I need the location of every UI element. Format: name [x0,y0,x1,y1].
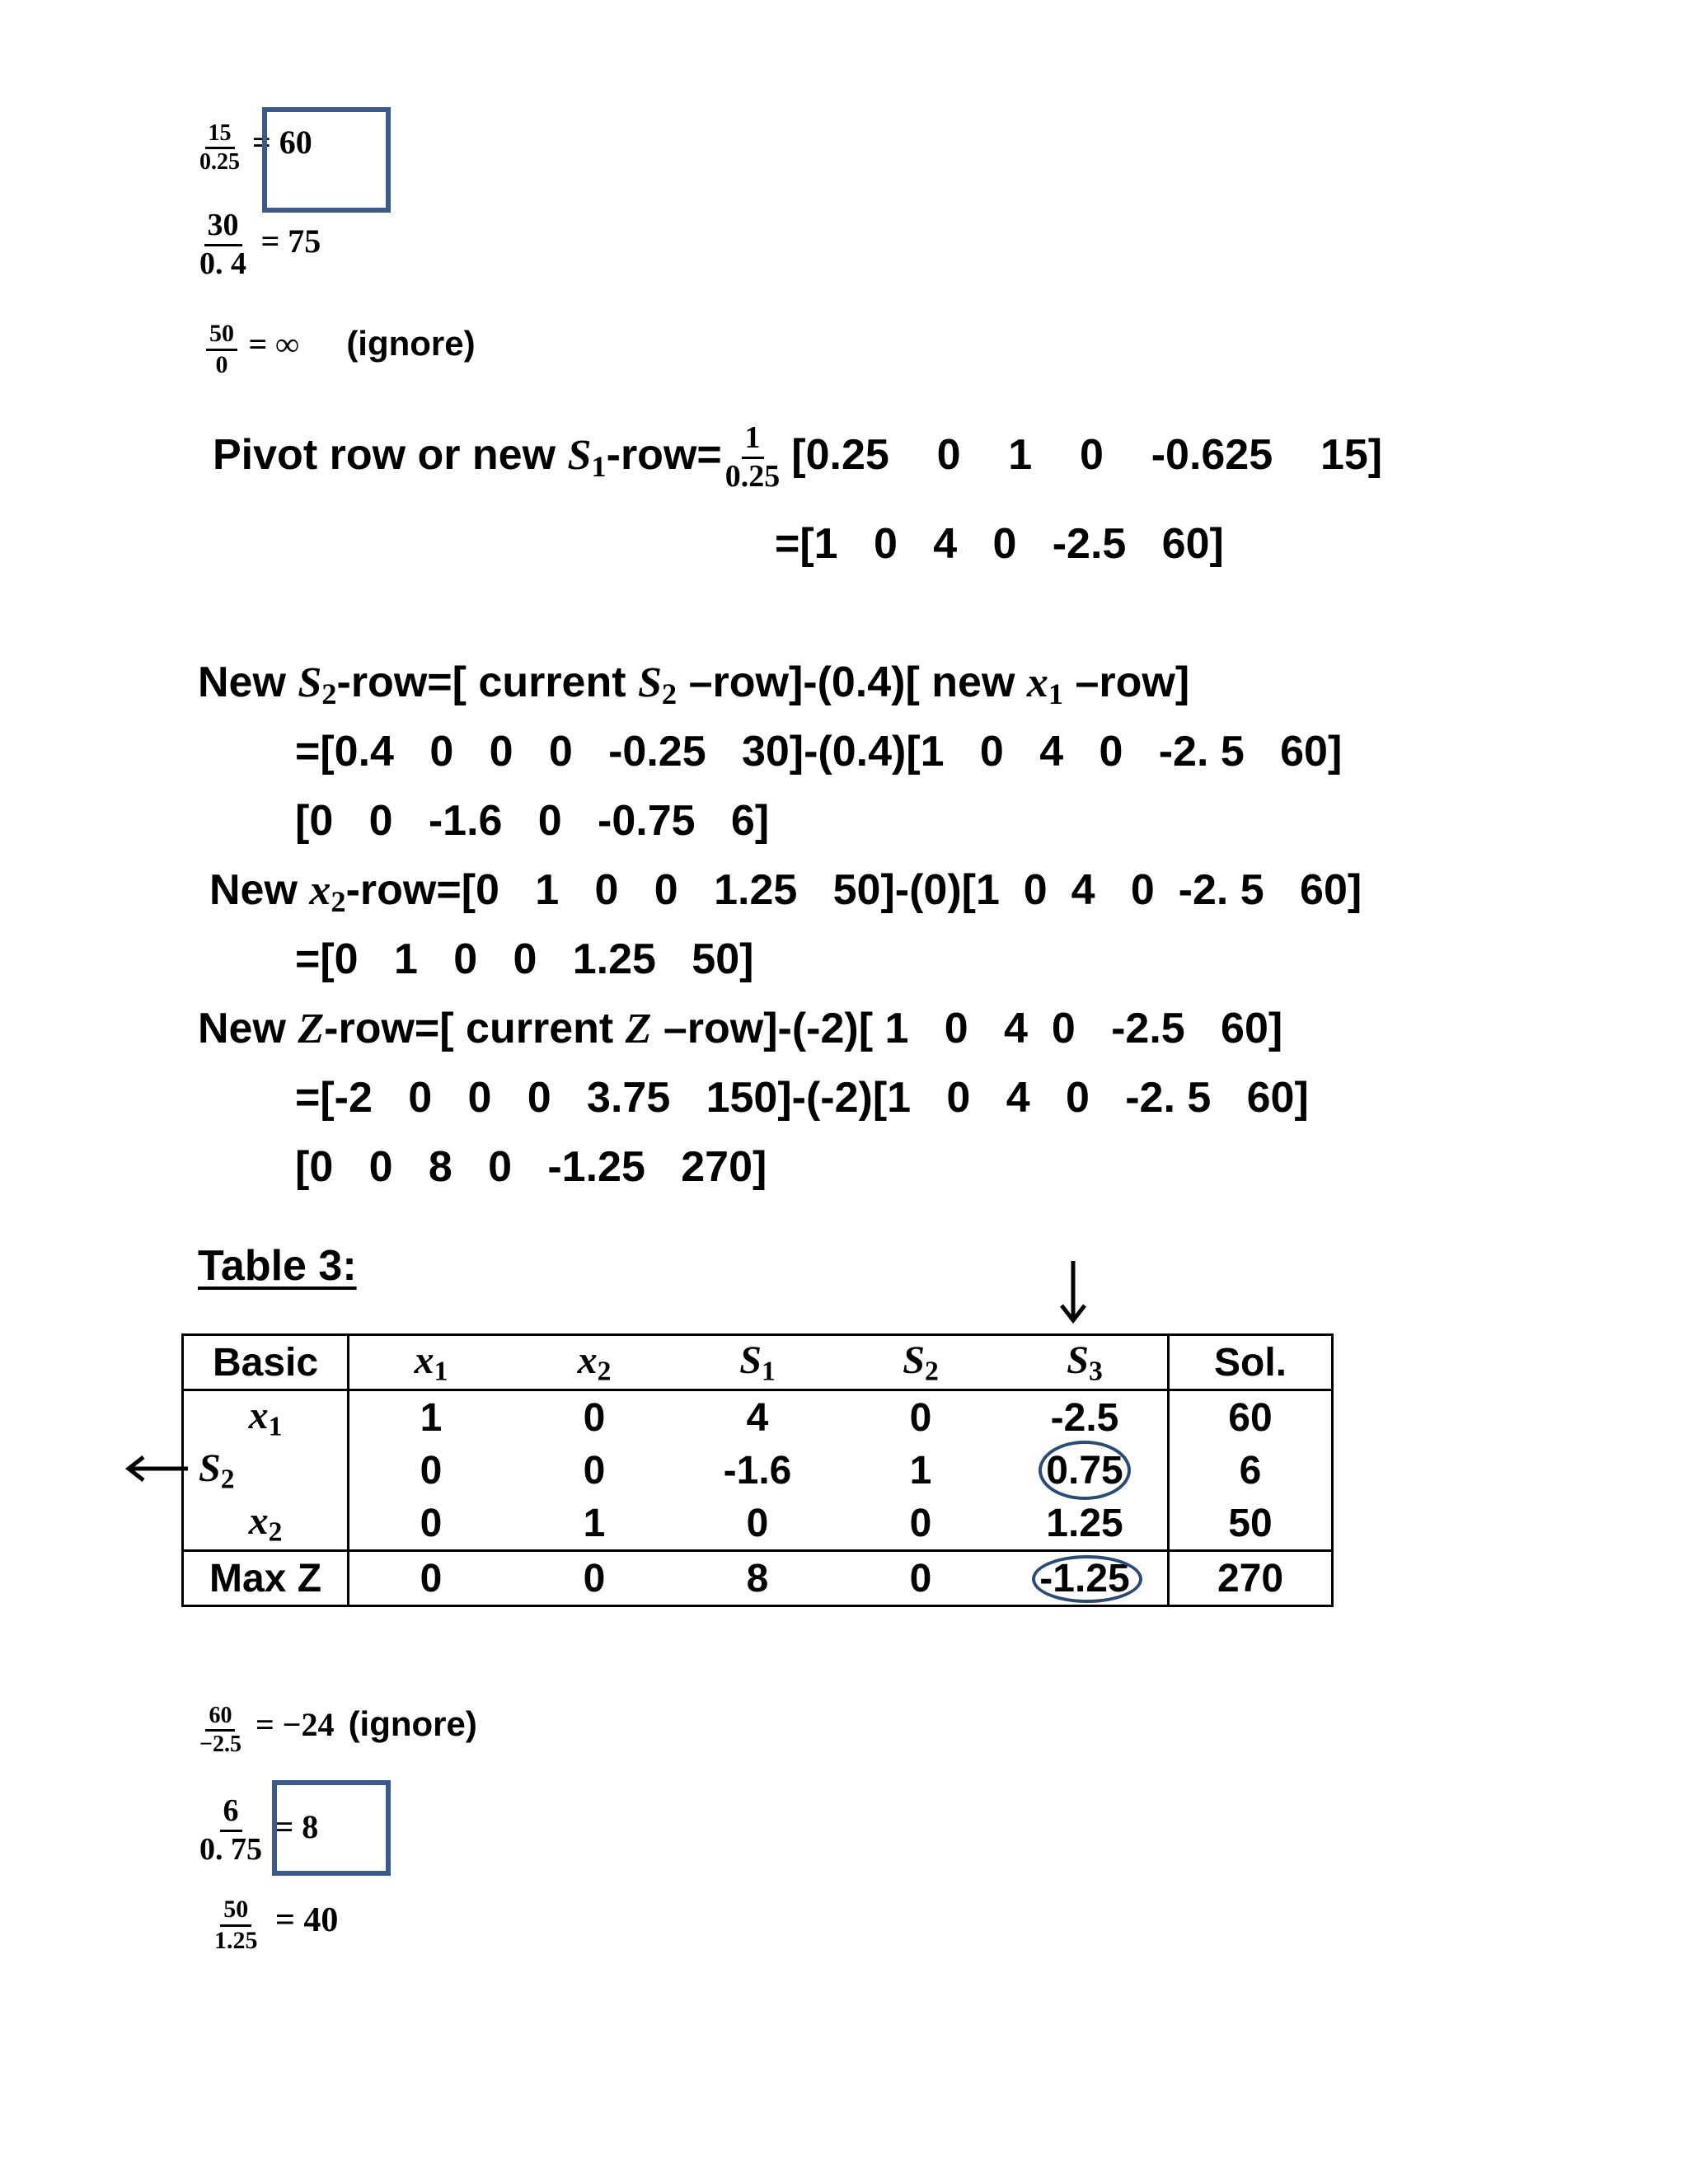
table-3-title: Table 3: [198,1242,357,1290]
z-update-line-3: [0 0 8 0 -1.25 270] [295,1143,767,1191]
cell-sol: 60 [1169,1390,1333,1445]
table-header-row [183,1335,1333,1390]
z-update-line-1: New Z-row=[ current Z –row]-(-2)[ 1 0 4 0 -2.5 60] [198,1005,1283,1052]
entering-element-cell: -1.25 [1002,1551,1169,1606]
s2-update-line-3: [0 0 -1.6 0 -0.75 6] [295,797,770,845]
header-basic: Basic [183,1335,349,1390]
cell: 0 [420,1501,443,1545]
ratio-6-den: 1.25 [214,1926,258,1954]
cell: 0 [583,1448,606,1493]
x2-update-line-1: New $x_2-row=[0$ 1 0 0 1.25 50]-(0)[1 0 4 0 -2. 5 60] [209,866,1362,919]
z-update-line-2: =[-2 0 0 0 3.75 150]-(-2)[1 0 4 0 -2. 5 60] [295,1074,1309,1122]
min-ratio-box-top [262,107,391,213]
header-s2: $S_2$ [839,1335,1002,1390]
left-arrow-icon [124,1454,190,1483]
ratio-3-note: (ignore) [346,323,476,363]
ratio-1-den: 0.25 [199,149,240,176]
ratio-1-num: 15 [205,120,235,149]
ratio-3-den: 0 [215,350,228,378]
simplex-table-3 [181,1333,1334,1607]
ratio-2-den: 0. 4 [199,246,246,281]
basic-x1: $x_1$ [183,1390,349,1445]
pivot-label-prefix: Pivot row or new [213,430,568,479]
pivot-circle [1039,1441,1131,1500]
pivot-row-line [213,420,1382,494]
pivot-result: =[1 0 4 0 -2.5 60] [775,520,1224,568]
min-ratio-box-bottom [272,1780,391,1876]
ratio-3-num: 50 [206,320,237,351]
ratio-6 [211,1896,338,1955]
entering-oval [1032,1555,1142,1603]
ratio-6-num: 50 [220,1896,251,1927]
ratio-4-num: 60 [205,1703,235,1732]
cell: 1 [420,1395,443,1440]
basic-maxz: Max Z [183,1551,349,1606]
cell: 0 [839,1551,1002,1606]
ratio-5-den: 0. 75 [199,1831,262,1867]
cell-sol: 50 [1169,1497,1333,1551]
down-arrow-icon [1057,1259,1090,1325]
cell-sol: 6 [1169,1444,1333,1497]
pivot-fraction: $\frac{1}{0.25}$ [724,420,781,494]
table-row [183,1444,1333,1497]
header-s1: $S_1$ [676,1335,839,1390]
table-row [183,1497,1333,1551]
cell: 1 [909,1448,932,1493]
x1-var: $x_1$ [1026,659,1064,711]
cell: -2.5 [1050,1395,1119,1440]
x2-update-line-2: =[0 1 0 0 1.25 50] [295,935,754,983]
cell: 4 [746,1395,769,1440]
ratio-2-num: 30 [204,208,242,246]
ratio-4-den: −2.5 [199,1732,241,1758]
table-row-maxz [183,1551,1333,1606]
pivot-label-suffix: -row= [606,430,722,479]
basic-s2: $S_2$ [183,1444,349,1497]
table-row [183,1390,1333,1445]
ratio-2-result: = 75 [260,222,321,260]
ratio-3 [206,320,476,379]
cell: 8 [676,1551,839,1606]
s2-var: $S_2$ [298,659,337,711]
cell-sol: 270 [1169,1551,1333,1606]
s2-update-line-2: =[0.4 0 0 0 -0.25 30]-(0.4)[1 0 4 0 -2. 5 60] [295,728,1343,776]
basic-x2: $x_2$ [183,1497,349,1551]
ratio-3-result: = ∞ [248,325,299,363]
ratio-4-note: (ignore) [348,1704,477,1744]
cell: 0 [746,1501,769,1545]
header-sol: Sol. [1169,1335,1333,1390]
cell: 0 [583,1395,606,1440]
pivot-vector: [0.25 0 1 0 -0.625 15] [791,430,1383,479]
x2-var: $x_2$ [309,867,346,919]
header-s3: $S_3$ [1002,1335,1169,1390]
ratio-5-num: 6 [220,1793,242,1832]
s2-update-line-1: New $S_2-row=$[ current $S_2$ –row]-(0.4)[ new $x_1$ –row] [198,658,1190,711]
cell: 0 [513,1551,676,1606]
ratio-2 [196,208,321,282]
ratio-1-result: = 60 [252,124,312,162]
pivot-element-cell: 0.75 [1002,1444,1169,1497]
cell: 1 [583,1501,606,1545]
pivot-var: $S_1$ [567,431,607,484]
ratio-6-result: = 40 [275,1900,339,1939]
z-var: Z [298,1005,325,1052]
cell: 0 [420,1448,443,1493]
cell: -1.6 [723,1448,792,1493]
header-x2: $x_2$ [513,1335,676,1390]
cell: 0 [909,1501,932,1545]
ratio-4-result: = −24 [255,1706,335,1744]
cell: 0 [909,1395,932,1440]
ratio-5-result: = 8 [274,1807,319,1845]
cell: 0 [349,1551,513,1606]
header-x1: $x_1$ [349,1335,513,1390]
cell: 1.25 [1046,1501,1123,1545]
ratio-4 [196,1703,477,1758]
